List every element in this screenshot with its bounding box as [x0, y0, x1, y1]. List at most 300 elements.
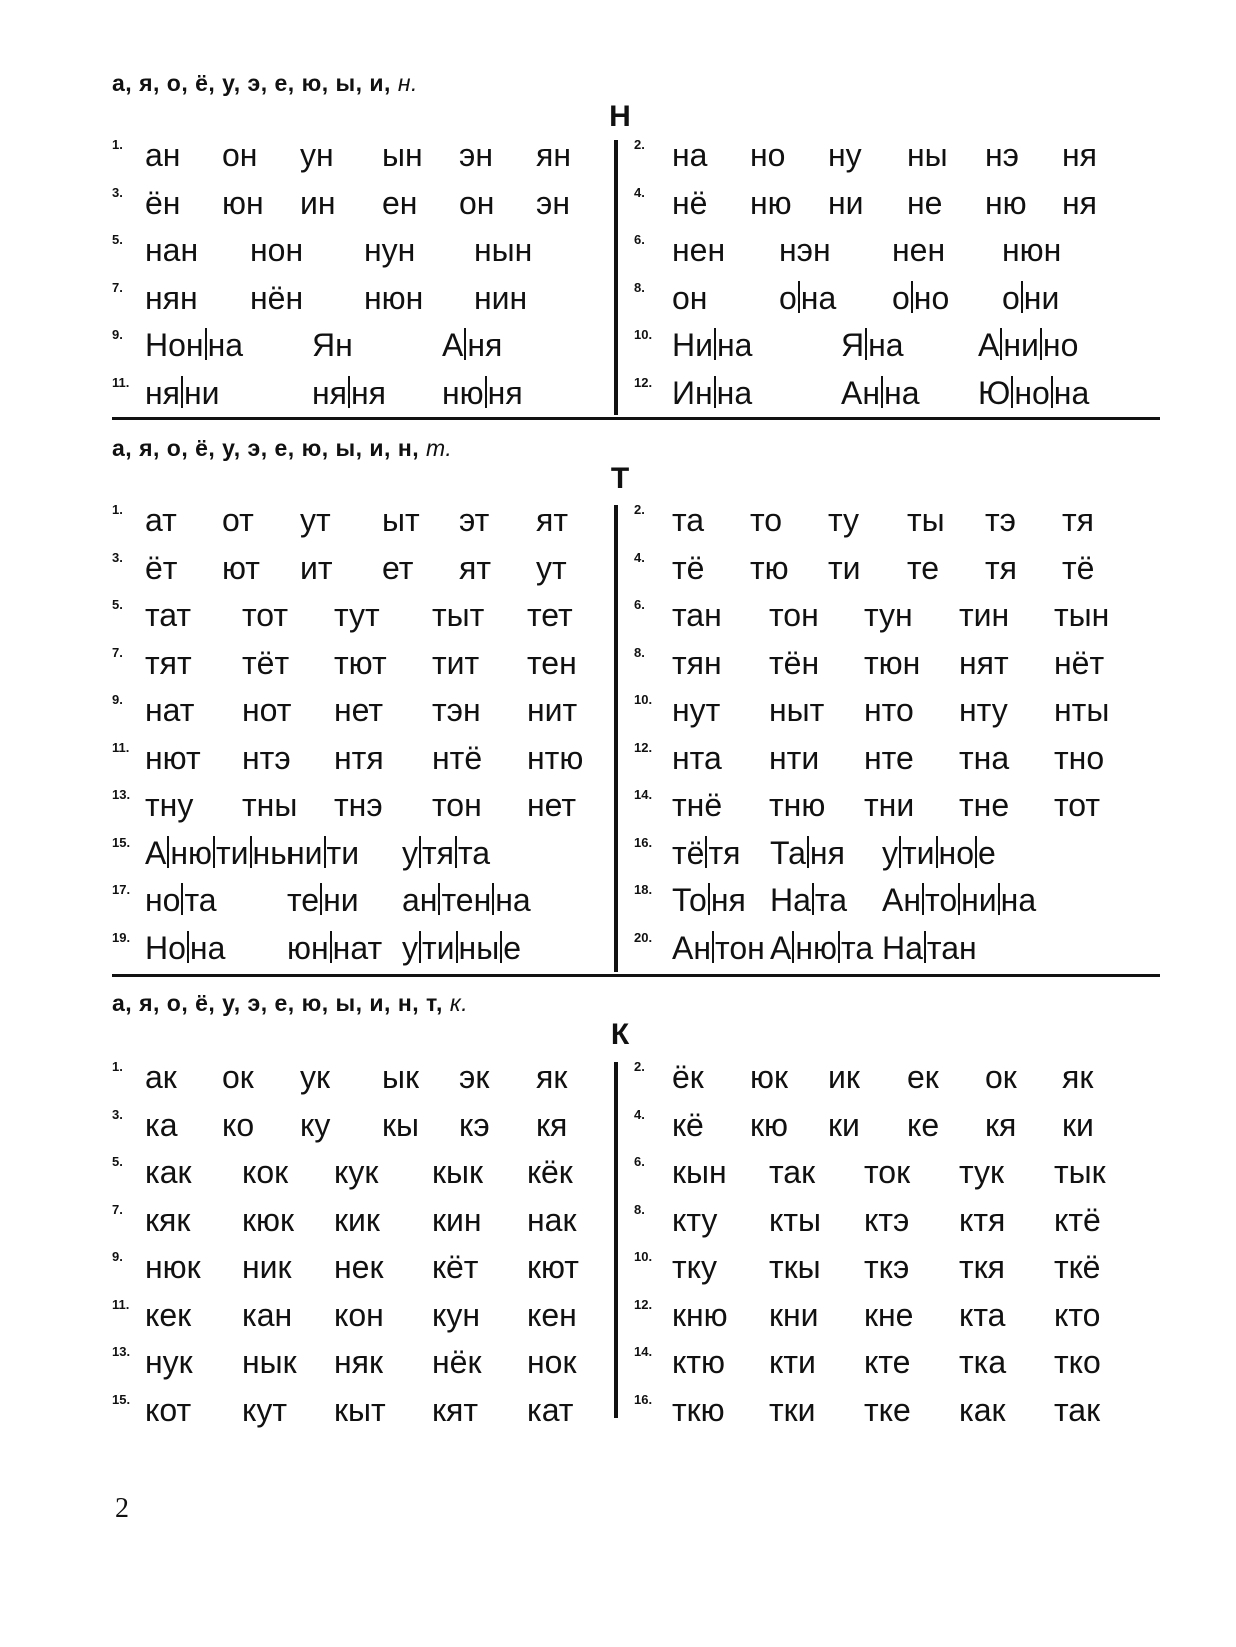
exercise-number: 13 . [112, 1344, 130, 1359]
exercise-number: 16 . [634, 835, 652, 850]
syllable: ке [907, 1106, 940, 1143]
syllable: тнэ [334, 787, 383, 823]
syllable: кне [864, 1296, 914, 1333]
syllable: но та [145, 882, 217, 918]
syllable: тё [1062, 549, 1095, 586]
syllable: та [672, 502, 705, 538]
syllable: эк [459, 1059, 490, 1095]
syllable: ктя [959, 1201, 1006, 1238]
syllable: нын [474, 232, 533, 268]
syllable: кюк [242, 1201, 294, 1238]
syllable: А ню та [770, 929, 874, 966]
syllable: нюн [364, 279, 424, 316]
syllable-divider [492, 883, 494, 915]
exercise-number: 4 . [634, 550, 645, 565]
syllable-divider [348, 376, 350, 408]
syllable: как [145, 1154, 192, 1190]
exercise-number: 16 . [634, 1392, 652, 1407]
syllable: у ти ны е [402, 929, 521, 966]
exercise-number: 9 . [112, 327, 123, 342]
exercise-number: 10 . [634, 1249, 652, 1264]
exercise-number: 7 . [112, 645, 123, 660]
syllable: то [750, 502, 783, 538]
syllable: тне [959, 787, 1010, 823]
exercise-number: 18 . [634, 882, 652, 897]
syllable: нен [892, 232, 946, 268]
syllable: ня ни [145, 374, 220, 411]
syllable: он [672, 279, 708, 316]
exercise-number: 6 . [634, 232, 645, 247]
syllable: кёт [432, 1249, 479, 1285]
syllable: тя [1062, 502, 1094, 538]
syllable: Я на [841, 327, 904, 363]
page-number: 2 [115, 1493, 129, 1524]
syllable-divider [1021, 281, 1023, 313]
syllable: ку [300, 1106, 331, 1143]
syllable: нту [959, 692, 1008, 728]
syllable: нет [334, 692, 384, 728]
syllable: Ан на [841, 374, 920, 411]
syllable: эн [459, 137, 493, 173]
syllable: ныт [769, 692, 825, 728]
syllable: о но [892, 279, 950, 316]
syllable: Ан тон [672, 929, 765, 966]
syllable: ак [145, 1059, 177, 1095]
syllable: ят [536, 502, 568, 538]
syllable: кон [334, 1296, 384, 1333]
exercise-number: 12 . [634, 740, 652, 755]
syllable: кан [242, 1296, 293, 1333]
syllable: нин [474, 279, 528, 316]
syllable: кек [145, 1296, 192, 1333]
syllable: ык [382, 1059, 419, 1095]
new-letter: н. [397, 70, 418, 96]
syllable: кот [145, 1391, 192, 1428]
syllable: кти [769, 1344, 816, 1380]
exercise-number: 10 . [634, 692, 652, 707]
exercise-number: 10 . [634, 327, 652, 342]
syllable: тка [959, 1344, 1007, 1380]
syllable: кик [334, 1201, 380, 1238]
syllable: А ня [442, 327, 503, 363]
syllable: як [1062, 1059, 1094, 1095]
syllable: юк [750, 1059, 788, 1095]
syllable: тно [1054, 739, 1105, 776]
exercise-number: 9 . [112, 692, 123, 707]
syllable: ник [242, 1249, 292, 1285]
syllable: кют [527, 1249, 579, 1285]
syllable: нен [672, 232, 726, 268]
syllable-divider [958, 883, 960, 915]
syllable: На та [770, 882, 847, 918]
syllable: ню [985, 184, 1027, 221]
syllable: тан [672, 597, 722, 633]
syllable: ня ня [312, 374, 386, 411]
syllable: Та ня [770, 834, 845, 871]
known-letters: а, я, о, ё, у, э, е, ю, ы, и, н, т, [112, 990, 450, 1016]
section-letter: К [610, 1018, 630, 1051]
syllable: кат [527, 1391, 574, 1428]
syllable: ыт [382, 502, 420, 538]
syllable: тыт [432, 597, 485, 633]
syllable: ут [300, 502, 331, 538]
syllable: ян [536, 137, 571, 173]
syllable: ин [300, 184, 336, 221]
syllable: ню ня [442, 374, 523, 411]
syllable: нят [959, 644, 1009, 681]
syllable: тё тя [672, 834, 741, 871]
syllable: ктю [672, 1344, 726, 1380]
syllable: кто [1054, 1296, 1101, 1333]
syllable: нёк [432, 1344, 482, 1380]
exercise-number: 12 . [634, 375, 652, 390]
syllable: кок [242, 1154, 289, 1190]
exercise-number: 2 . [634, 137, 645, 152]
syllable: кят [432, 1391, 478, 1428]
syllable-divider [922, 883, 924, 915]
syllable-divider [807, 836, 809, 868]
syllable-divider [865, 328, 867, 360]
syllable: тун [864, 597, 913, 633]
syllable: нан [145, 232, 199, 268]
syllable: А ню ти ны [145, 834, 294, 871]
syllable: нти [769, 739, 820, 776]
syllable-divider [899, 836, 901, 868]
syllable: нте [864, 739, 914, 776]
syllable-divider [705, 836, 707, 868]
syllable: тэн [432, 692, 481, 728]
syllable: тык [1054, 1154, 1106, 1190]
syllable-divider [924, 931, 926, 963]
syllable: кя [985, 1106, 1017, 1143]
syllable: кык [432, 1154, 483, 1190]
syllable: нён [250, 279, 304, 316]
syllable-divider [838, 931, 840, 963]
syllable: нян [145, 279, 198, 316]
syllable-divider [181, 883, 183, 915]
exercise-number: 2 . [634, 1059, 645, 1074]
syllable: тят [145, 644, 192, 681]
syllable: ек [907, 1059, 939, 1095]
syllable: ти [828, 549, 861, 586]
syllable: ёт [145, 549, 178, 586]
exercise-number: 5 . [112, 232, 123, 247]
syllable: так [769, 1154, 816, 1190]
syllable: тё [672, 549, 705, 586]
syllable: ет [382, 549, 414, 586]
exercise-number: 2 . [634, 502, 645, 517]
syllable: нук [145, 1344, 193, 1380]
new-letter: к. [449, 990, 469, 1016]
exercise-number: 12 . [634, 1297, 652, 1312]
syllable: у ти но е [882, 834, 996, 871]
syllable: нтэ [242, 739, 291, 776]
syllable: Ю но на [978, 374, 1090, 411]
syllable: тню [769, 787, 826, 823]
syllable: тот [242, 597, 289, 633]
exercise-number: 3 . [112, 550, 123, 565]
syllable: Ян [312, 327, 353, 363]
exercise-number: 4 . [634, 1107, 645, 1122]
syllable: тке [864, 1391, 911, 1428]
syllable: тён [769, 644, 820, 681]
syllable: как [959, 1391, 1006, 1428]
syllable: ктэ [864, 1201, 910, 1238]
letter-sequence [112, 990, 468, 1017]
syllable: ун [300, 137, 334, 173]
syllable-divider [1051, 376, 1053, 408]
syllable: эт [459, 502, 490, 538]
syllable: ят [459, 549, 491, 586]
syllable: ёк [672, 1059, 704, 1095]
syllable-divider [1000, 328, 1002, 360]
syllable: тю [750, 549, 789, 586]
syllable: Но на [145, 929, 226, 966]
syllable: ка [145, 1106, 178, 1143]
letter-sequence [112, 435, 452, 462]
syllable-divider [1040, 328, 1042, 360]
syllable-divider [455, 836, 457, 868]
syllable: тнё [672, 787, 723, 823]
syllable: кен [527, 1296, 577, 1333]
syllable: кёк [527, 1154, 573, 1190]
syllable-divider [320, 883, 322, 915]
exercise-number: 7 . [112, 280, 123, 295]
syllable: нэн [779, 232, 831, 268]
syllable: тон [769, 597, 819, 633]
syllable: нет [527, 787, 577, 823]
syllable: юн нат [287, 929, 383, 966]
syllable: кё [672, 1106, 704, 1143]
column-divider [614, 505, 618, 972]
syllable: нык [242, 1344, 297, 1380]
syllable: нит [527, 692, 578, 728]
syllable: тку [672, 1249, 718, 1285]
syllable-divider [881, 376, 883, 408]
exercise-number: 3 . [112, 1107, 123, 1122]
syllable: кин [432, 1201, 482, 1238]
column-divider [614, 140, 618, 415]
syllable: нтё [432, 739, 483, 776]
syllable: кун [432, 1296, 481, 1333]
syllable: тет [527, 597, 573, 633]
syllable: ен [382, 184, 418, 221]
syllable: от [222, 502, 254, 538]
syllable: тко [1054, 1344, 1101, 1380]
syllable: нэ [985, 137, 1019, 173]
syllable: ын [382, 137, 423, 173]
syllable: Нон на [145, 327, 244, 363]
syllable: Ни на [672, 327, 753, 363]
exercise-number: 13 . [112, 787, 130, 802]
syllable: ня [1062, 137, 1097, 173]
syllable: ко [222, 1106, 255, 1143]
section-divider [112, 417, 1160, 420]
syllable: на [672, 137, 708, 173]
syllable-divider [213, 836, 215, 868]
syllable: ктё [1054, 1201, 1101, 1238]
syllable: ню [750, 184, 792, 221]
syllable: тит [432, 644, 480, 681]
syllable: ан [145, 137, 181, 173]
exercise-number: 11 . [112, 740, 129, 755]
syllable: ни [828, 184, 864, 221]
syllable: тют [334, 644, 387, 681]
exercise-number: 4 . [634, 185, 645, 200]
syllable: як [536, 1059, 568, 1095]
syllable: тин [959, 597, 1010, 633]
syllable: тот [1054, 787, 1101, 823]
section-letter: Т [610, 462, 630, 495]
syllable: ткэ [864, 1249, 910, 1285]
syllable: ит [300, 549, 333, 586]
syllable: тэ [985, 502, 1016, 538]
syllable: кте [864, 1344, 911, 1380]
new-letter: т. [426, 435, 453, 461]
syllable: кын [672, 1154, 727, 1190]
exercise-number: 9 . [112, 1249, 123, 1264]
exercise-number: 14 . [634, 787, 652, 802]
syllable: ткя [959, 1249, 1005, 1285]
section-divider [112, 974, 1160, 977]
exercise-number: 1 . [112, 502, 123, 517]
syllable: кы [382, 1106, 419, 1143]
syllable: кни [769, 1296, 819, 1333]
syllable: кта [959, 1296, 1006, 1333]
syllable: нта [672, 739, 722, 776]
syllable: кты [769, 1201, 822, 1238]
syllable: тат [145, 597, 192, 633]
exercise-number: 8 . [634, 1202, 645, 1217]
syllable: нут [672, 692, 721, 728]
syllable: ют [222, 549, 260, 586]
syllable: тон [432, 787, 482, 823]
syllable-divider [250, 836, 252, 868]
syllable-divider [181, 376, 183, 408]
syllable-divider [324, 836, 326, 868]
syllable: кя [536, 1106, 568, 1143]
exercise-number: 15 . [112, 1392, 130, 1407]
syllable: ик [828, 1059, 860, 1095]
syllable: эн [536, 184, 570, 221]
syllable-divider [998, 883, 1000, 915]
syllable: Ан то ни на [882, 882, 1037, 918]
syllable-divider [419, 836, 421, 868]
syllable: кяк [145, 1201, 191, 1238]
syllable: тна [959, 739, 1010, 776]
exercise-number: 8 . [634, 280, 645, 295]
exercise-number: 19 . [112, 930, 130, 945]
syllable: о ни [1002, 279, 1060, 316]
exercise-number: 11 . [112, 1297, 129, 1312]
syllable: тёт [242, 644, 290, 681]
exercise-number: 6 . [634, 1154, 645, 1169]
syllable-divider [911, 281, 913, 313]
syllable-divider [714, 328, 716, 360]
syllable: ут [536, 549, 567, 586]
exercise-number: 5 . [112, 597, 123, 612]
syllable: тын [1054, 597, 1110, 633]
syllable-divider [485, 376, 487, 408]
syllable: ткю [672, 1391, 725, 1428]
exercise-number: 5 . [112, 1154, 123, 1169]
syllable: он [459, 184, 495, 221]
syllable: у тя та [402, 834, 491, 871]
syllable: ток [864, 1154, 911, 1190]
syllable: нто [864, 692, 914, 728]
exercise-number: 11 . [112, 375, 129, 390]
syllable: нёт [1054, 644, 1105, 681]
syllable: То ня [672, 882, 746, 918]
syllable: ки [1062, 1106, 1094, 1143]
syllable: нё [672, 184, 708, 221]
syllable: ок [222, 1059, 254, 1095]
syllable: нюк [145, 1249, 201, 1285]
section-letter: Н [609, 100, 631, 133]
syllable-divider [798, 281, 800, 313]
syllable-divider [712, 931, 714, 963]
letter-sequence [112, 70, 418, 97]
syllable: нтю [527, 739, 584, 776]
syllable: тну [145, 787, 194, 823]
syllable: тук [959, 1154, 1005, 1190]
syllable: ан тен на [402, 882, 531, 918]
syllable: но [750, 137, 786, 173]
syllable: А ни но [978, 327, 1079, 363]
syllable-divider [464, 328, 466, 360]
known-letters: а, я, о, ё, у, э, е, ю, ы, и, н, [112, 435, 427, 461]
syllable: нон [250, 232, 304, 268]
syllable: ту [828, 502, 860, 538]
syllable: нот [242, 692, 292, 728]
syllable: кэ [459, 1106, 490, 1143]
syllable: нек [334, 1249, 384, 1285]
syllable: нты [1054, 692, 1110, 728]
syllable: тни [864, 787, 915, 823]
syllable: не [907, 184, 943, 221]
syllable-divider [975, 836, 977, 868]
exercise-number: 8 . [634, 645, 645, 660]
syllable: кыт [334, 1391, 386, 1428]
syllable: няк [334, 1344, 383, 1380]
syllable: кю [750, 1106, 788, 1143]
syllable: тут [334, 597, 380, 633]
syllable: нак [527, 1201, 577, 1238]
syllable-divider [187, 931, 189, 963]
syllable: нтя [334, 739, 384, 776]
syllable: ни ти [287, 834, 360, 871]
syllable: ён [145, 184, 181, 221]
syllable: ткё [1054, 1249, 1101, 1285]
known-letters: а, я, о, ё, у, э, е, ю, ы, и, [112, 70, 398, 96]
syllable: нют [145, 739, 201, 776]
syllable: ны [907, 137, 948, 173]
syllable: те [907, 549, 940, 586]
syllable: те ни [287, 882, 359, 918]
syllable-divider [330, 931, 332, 963]
exercise-number: 6 . [634, 597, 645, 612]
syllable: ня [1062, 184, 1097, 221]
syllable: кут [242, 1391, 288, 1428]
syllable: кту [672, 1201, 718, 1238]
syllable-divider [438, 883, 440, 915]
exercise-number: 14 . [634, 1344, 652, 1359]
syllable: Ин на [672, 374, 753, 411]
syllable: нун [364, 232, 416, 268]
syllable: ки [828, 1106, 860, 1143]
syllable: о на [779, 279, 837, 316]
syllable: На тан [882, 929, 977, 966]
